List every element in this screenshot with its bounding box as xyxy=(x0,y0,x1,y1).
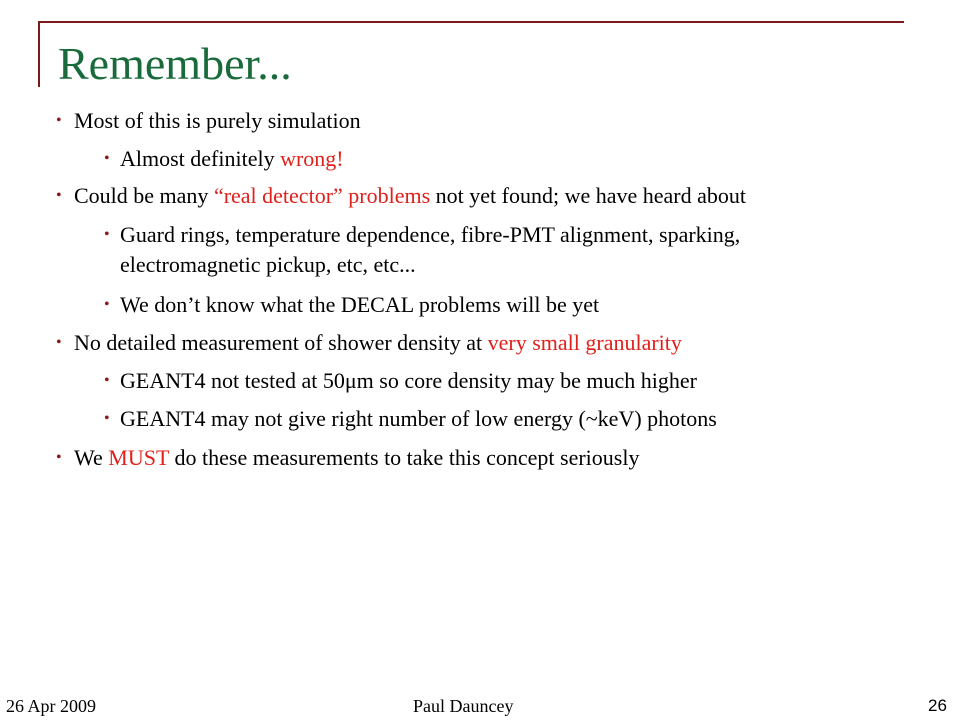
bullet-dot: • xyxy=(56,449,62,466)
bullet-dot: • xyxy=(104,410,110,427)
page-number: 26 xyxy=(928,696,947,715)
bullet-dot: • xyxy=(104,372,110,389)
footer-date: 26 Apr 2009 xyxy=(6,696,96,716)
bullet-text: No detailed measurement of shower density at very small granularity xyxy=(74,330,682,355)
bullet-dot: • xyxy=(56,334,62,351)
bullet-dot: • xyxy=(56,187,62,204)
bullet-dot: • xyxy=(104,226,110,243)
bullet-dot: • xyxy=(104,296,110,313)
bullet-text: Could be many “real detector” problems not yet found; we have heard about xyxy=(74,183,746,208)
bullet-text: GEANT4 may not give right number of low energy (~keV) photons xyxy=(120,406,717,431)
bullet-text: We MUST do these measurements to take this concept seriously xyxy=(74,445,640,470)
bullet-text: We don’t know what the DECAL problems will be yet xyxy=(120,292,600,317)
footer-author: Paul Dauncey xyxy=(413,696,514,716)
bullet-text: GEANT4 not tested at 50μm so core density may be much higher xyxy=(120,368,697,393)
bullet-text: Most of this is purely simulation xyxy=(74,108,361,133)
bullet-text: Almost definitely wrong! xyxy=(120,146,344,171)
bullet-dot: • xyxy=(56,112,62,129)
slide-title: Remember... xyxy=(58,38,292,89)
bullet-text: Guard rings, temperature dependence, fibre-PMT alignment, sparking, electromagnetic pickup, etc, etc... xyxy=(120,222,741,277)
frame-left-line xyxy=(38,21,40,87)
frame-top-line xyxy=(38,21,904,23)
bullet-dot: • xyxy=(104,150,110,167)
